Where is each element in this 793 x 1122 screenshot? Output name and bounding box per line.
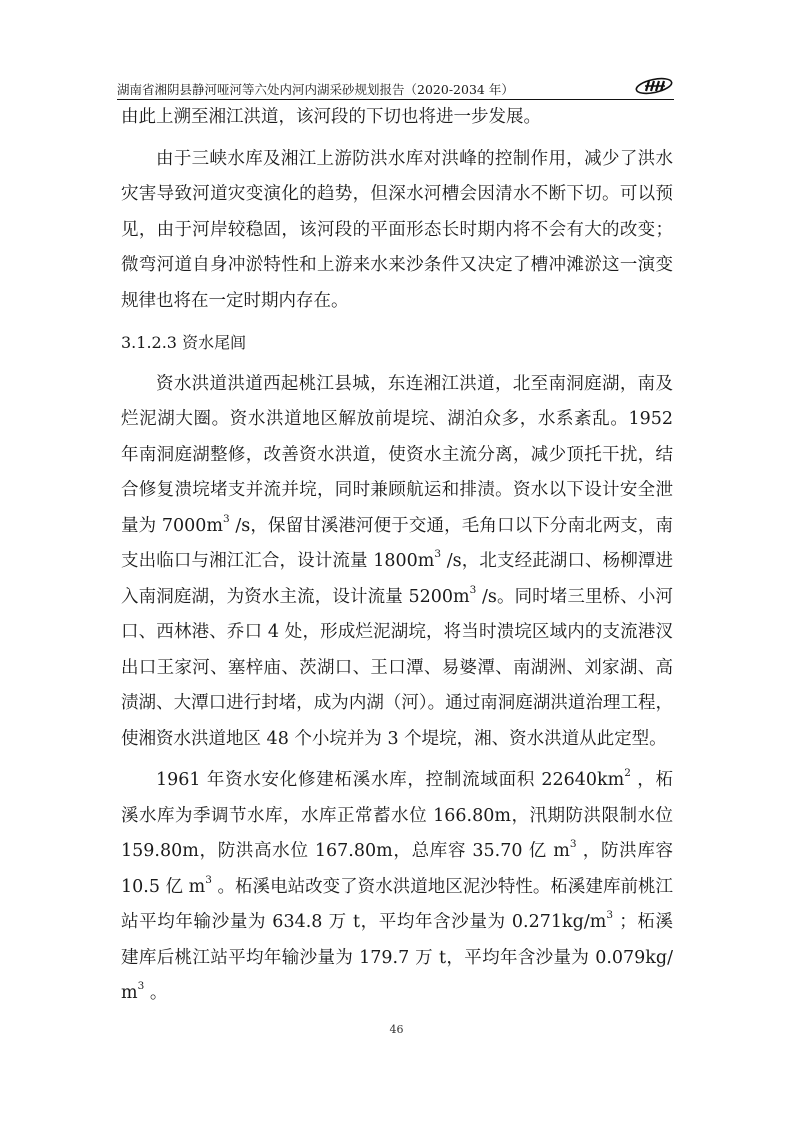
section-heading: 3.1.2.3 资水尾闾 <box>121 333 247 352</box>
paragraph-zhexi-reservoir: 1961 年资水安化修建柘溪水库，控制流域面积 $22640km^2$ ，柘溪水库为季调节水库，水库正常蓄水位 166.80m，汛期防洪限制水位 159.80m，防洪高水位 167.80m，总库容 35.70 亿 $m^3$ ，防洪库容 10.5 亿 $m^3$ 。柘溪电站改变了资水洪道地区泥沙特性。柘溪建库前桃江站平均年输沙量为 634.8 万 t，平均年含沙量为 $0.271kg/m^3$ ；柘溪建库后桃江站平均年输沙量为 179.7 万 t，平均年含沙量为 $0.079kg/m^3$ 。 <box>121 767 674 1003</box>
paragraph-zishui-floodway: 资水洪道洪道西起桃江县城，东连湘江洪道，北至南洞庭湖，南及烂泥湖大圈。资水洪道地区解放前堤垸、湖泊众多，水系紊乱。1952年南洞庭湖整修，改善资水洪道，使资水主流分离，减少顶托干扰，结合修复溃垸堵支并流并垸，同时兼顾航运和排渍。资水以下设计安全泄量为 $7000m^3$ /s，保留甘溪港河便于交通，毛角口以下分南北两支，南支出临口与湘江汇合，设计流量 $1800m^3$ /s，北支经茈湖口、杨柳潭进入南洞庭湖，为资水主流，设计流量 $5200m^3$ /s。同时堵三里桥、小河口、西林港、乔口 4 处，形成烂泥湖垸，将当时溃垸区域内的支流港汊出口王家河、塞梓庙、茨湖口、王口潭、易婆潭、南湖洲、刘家湖、高渍湖、大潭口进行封堵，成为内湖（河）。通过南洞庭湖洪道治理工程，使湘资水洪道地区 48 个小垸并为 3 个堤垸，湘、资水洪道从此定型。 <box>121 373 673 749</box>
page-number: 46 <box>389 1023 404 1036</box>
paragraph-three-gorges: 由于三峡水库及湘江上游防洪水库对洪峰的控制作用，减少了洪水灾害导致河道灾变演化的趋势，但深水河槽会因清水不断下切。可以预见，由于河岸较稳固，该河段的平面形态长时期内将不会有大的改变；微弯河道自身冲淤特性和上游来水来沙条件又决定了槽冲滩淤这一演变规律也将在一定时期内存在。 <box>121 148 673 311</box>
company-logo-icon <box>634 76 674 96</box>
paragraph-continuation: 由此上溯至湘江洪道，该河段的下切也将进一步发展。 <box>121 107 541 127</box>
page-header <box>117 76 674 100</box>
page-body <box>121 100 673 1012</box>
header-title: 湖南省湘阴县静河哑河等六处内河内湖采砂规划报告（2020-2034 年） <box>117 82 514 97</box>
